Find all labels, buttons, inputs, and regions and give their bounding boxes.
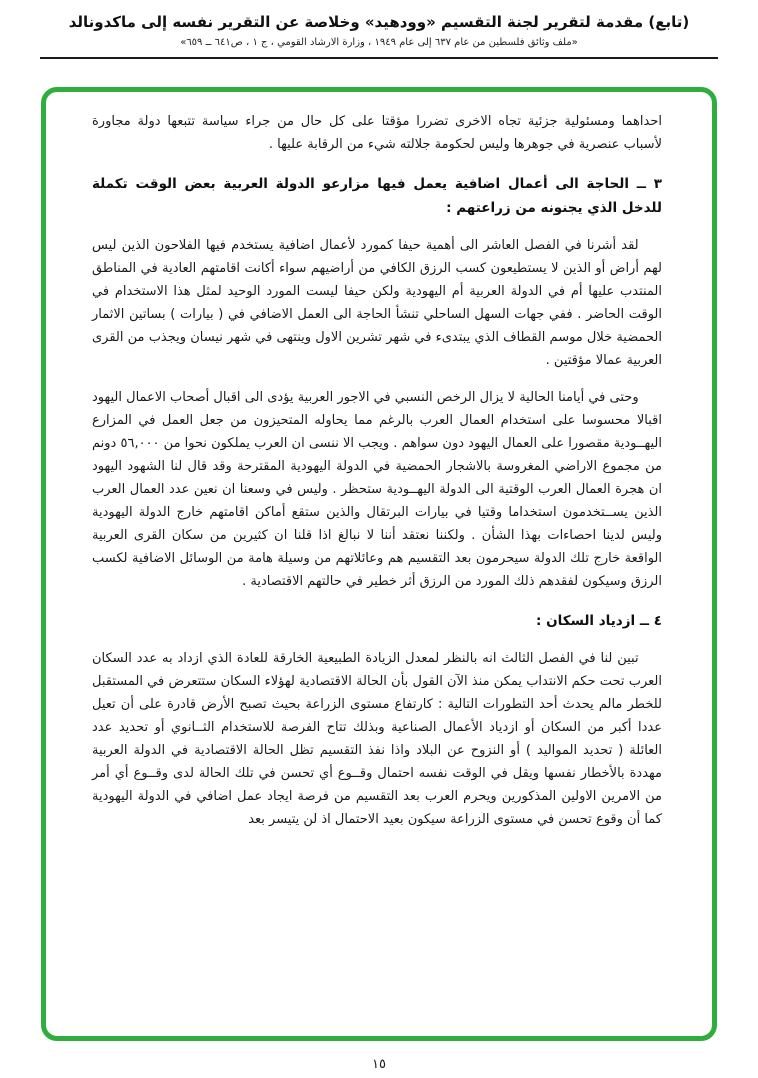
section-4-heading: ٤ ــ ازدياد السكان : <box>536 613 662 629</box>
document-header <box>0 0 758 59</box>
document-body <box>46 92 712 831</box>
paragraph: وحتى في أيامنا الحالية لا يزال الرخص النسبي في الاجور العربية يؤدى الى اقبال أصحاب الاعمال اليهود اقبالا محسوسا على استخدام العمال العرب بالرغم مما يحاوله المتحيزون من جعل العمل في المزارع اليهــودية مقصورا على العمال اليهود دون سواهم . ويجب الا ننسى ان العرب يملكون نحوا من ٥٦,٠٠٠ دونم من مجموع الاراضي المغروسة بالاشجار الحمضية في الدولة اليهودية المقترحة وقد قال لنا الشهود اليهود ان هجرة العمال العرب الوقتية الى الدولة اليهــودية ستحظر . وليس في وسعنا ان نعين عدد العمال العرب الذين يســتخدمون استخداما وقتيا في بيارات البرتقال والذين ستقع أماكن اقامتهم خارج الدولة اليهودية وليس لدينا احصاءات بهذا الشأن . ولكننا نعتقد أننا لا نبالغ اذا قلنا ان كثيرين من سكان القرى العربية الواقعة خارج تلك الدولة سيحرمون بعد التقسيم هم وعائلاتهم من وسيلة هامة من الوسائل الاضافية لكسب الرزق وسيكون لفقدهم ذلك المورد من الرزق أثر خطير في حالتهم الاقتصادية . <box>92 390 662 589</box>
page-number: ١٥ <box>372 1057 386 1072</box>
paragraph: لقد أشرنا في الفصل العاشر الى أهمية حيفا كمورد لأعمال اضافية يستخدم فيها الفلاحون الذين ليس لهم أراض أو الذين لا يستطيعون كسب الرزق الكافي من أراضيهم سواء أكانت اقامتهم العادية في المناطق المنتدب عليها أم في الدولة العربية أم اليهودية ولكن حيفا ليست المورد الوحيد لمثل هذا الاستخدام في الوقت الحاضر . ففي جهات السهل الساحلي تنشأ الحاجة الى العمل الاضافي في ( بيارات ) بساتين الاثمار الحمضية خلال موسم القطاف الذي يبتدىء في شهر تشرين الاول وينتهى في شهر نيسان ويجذب من القرى العربية عمالا مؤقتين . <box>92 238 662 368</box>
header-divider <box>40 57 718 59</box>
document-title: (تابع) مقدمة لتقرير لجنة التقسيم «وودهيد» وخلاصة عن التقرير نفسه إلى ماكدونالد <box>68 13 690 31</box>
paragraph: تبين لنا في الفصل الثالث انه بالنظر لمعدل الزيادة الطبيعية الخارقة للعادة الذي ازداد به عدد السكان العرب تحت حكم الانتداب يمكن منذ الآن القول بأن الحالة الاقتصادية لهؤلاء السكان ستتعرض في المستقبل للخطر مالم يحدث أحد التطورات التالية : كارتفاع مستوى الزراعة بحيث تصبح الأرض قادرة على أن تعيل عددا أكبر من السكان أو ازدياد الأعمال الصناعية وبذلك تتاح الفرصة للاستخدام الثــانوي أو تحديد عدد العائلة ( تحديد المواليد ) أو النزوح عن البلاد واذا نفذ التقسيم تظل الحالة الاقتصادية في الدولة العربية مهددة بالأخطار نفسها ويقل في الوقت نفسه احتمال وقــوع أي تحسن في تلك الحالة لدى وقــوع أي أمر من الامرين الاولين المذكورين ويحرم العرب بعد التقسيم من فرصة ايجاد عمل اضافي في الدولة اليهودية كما أن وقوع تحسن في مستوى الزراعة سيكون بعيد الاحتمال اذ لن يتيسر بعد <box>92 651 662 827</box>
document-source-line: «ملف وثائق فلسطين من عام ٦٣٧ إلى عام ١٩٤٩ ، وزارة الارشاد القومي ، ج ١ ، ص٦٤١ ــ ٦٥٩» <box>180 37 578 48</box>
page-footer <box>0 1057 758 1072</box>
content-frame <box>41 87 717 1041</box>
section-3-heading: ٣ ــ الحاجة الى أعمال اضافية يعمل فيها مزارعو الدولة العربية بعض الوقت تكملة للدخل الذي يجنونه من زراعتهم : <box>92 176 662 216</box>
paragraph-continuation: احداهما ومسئولية جزئية تجاه الاخرى تضررا مؤقتا على كل حال من جراء سياسة تتبعها دولة مجاورة لأسباب عنصرية في جوهرها وليس لحكومة جلالته شيء من الرقابة عليها . <box>92 114 662 152</box>
